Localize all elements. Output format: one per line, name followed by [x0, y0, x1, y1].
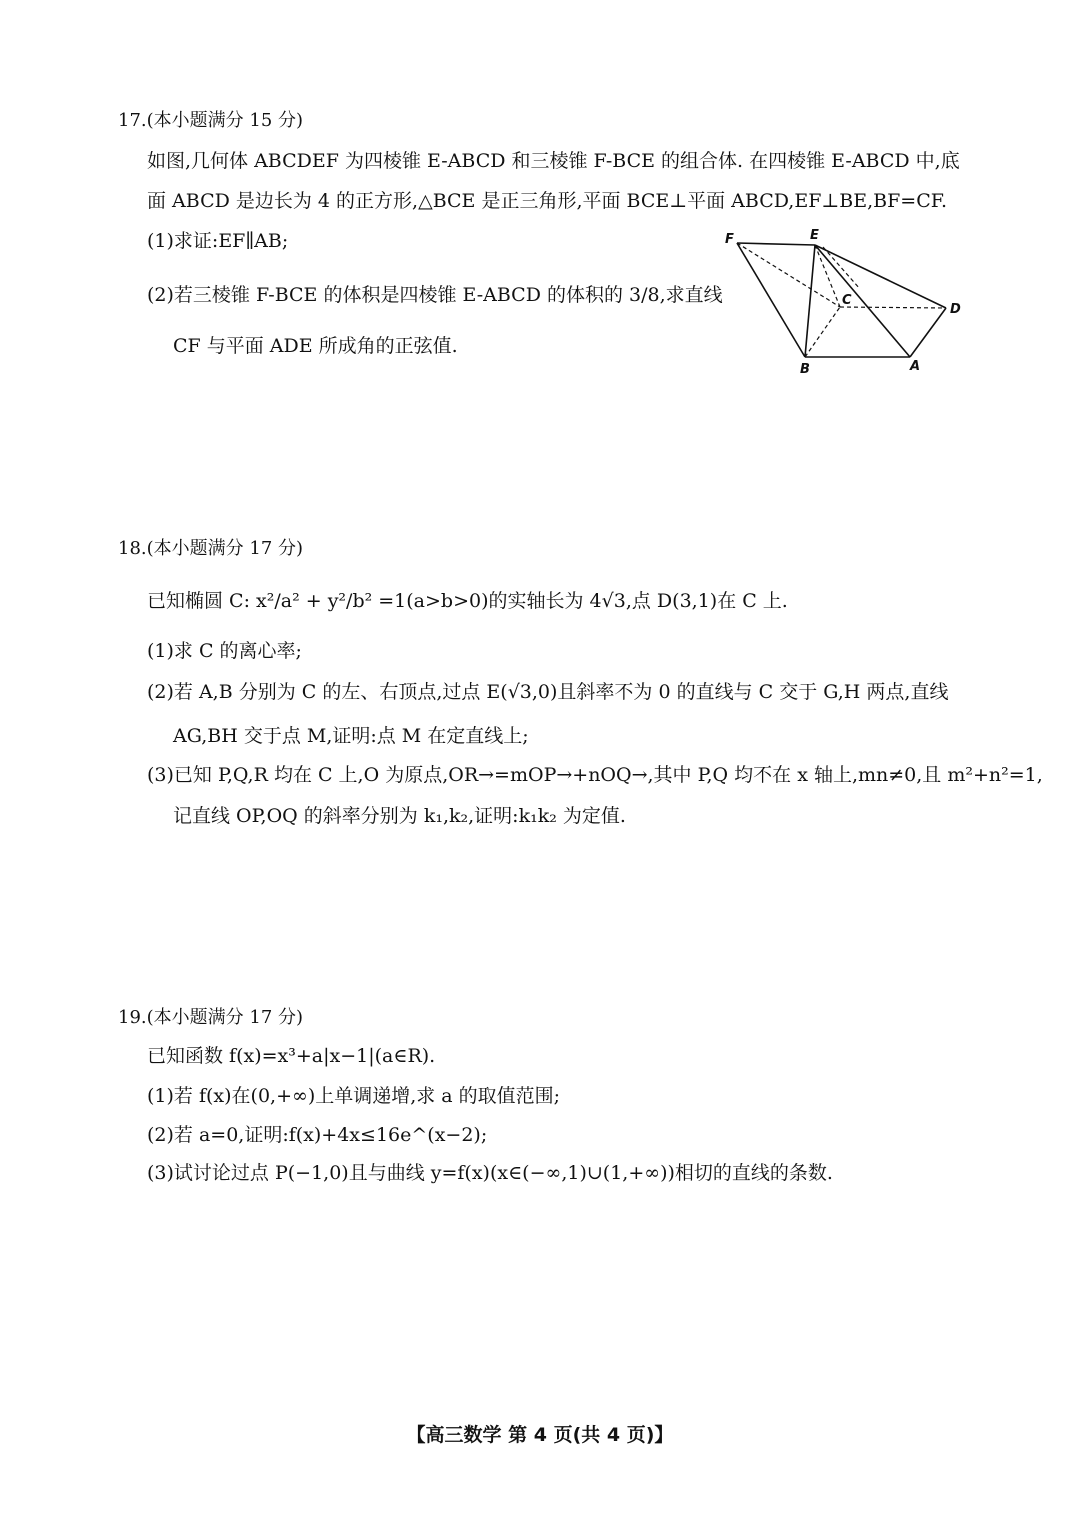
q19-part3: (3)试讨论过点 P(−1,0)且与曲线 y=f(x)(x∈(−∞,1)∪(1,+∞))相切的直线的条数. [147, 1162, 833, 1184]
q17-part1: (1)求证:EF∥AB; [147, 230, 289, 252]
q18-part1: (1)求 C 的离心率; [147, 640, 302, 662]
q19-stem: 已知函数 f(x)=x³+a|x−1|(a∈R). [147, 1045, 436, 1067]
figure-label-B: B [800, 362, 810, 377]
q19-part1: (1)若 f(x)在(0,+∞)上单调递增,求 a 的取值范围; [147, 1085, 561, 1107]
q17-part2: (2)若三棱锥 F-BCE 的体积是四棱锥 E-ABCD 的体积的 3/8,求直线 [147, 284, 723, 306]
q18-part3-cont: 记直线 OP,OQ 的斜率分别为 k₁,k₂,证明:k₁k₂ 为定值. [173, 805, 626, 827]
q17-header: 17.(本小题满分 15 分) [118, 110, 304, 131]
q17-geometry-figure [720, 225, 970, 385]
q19-header: 19.(本小题满分 17 分) [118, 1007, 304, 1028]
q17-part2-cont: CF 与平面 ADE 所成角的正弦值. [173, 335, 458, 357]
q18-part3: (3)已知 P,Q,R 均在 C 上,O 为原点,OR→=mOP→+nOQ→,其中 P,Q 均不在 x 轴上,mn≠0,且 m²+n²=1, [147, 764, 1043, 786]
figure-label-C: C [842, 293, 852, 308]
q17-stem-line2: 面 ABCD 是边长为 4 的正方形,△BCE 是正三角形,平面 BCE⊥平面 ABCD,EF⊥BE,BF=CF. [147, 190, 948, 212]
q19-part2: (2)若 a=0,证明:f(x)+4x≤16e^(x−2); [147, 1124, 488, 1146]
figure-label-F: F [725, 232, 734, 247]
figure-label-E: E [810, 228, 819, 243]
figure-label-A: A [910, 359, 921, 374]
q17-stem-line1: 如图,几何体 ABCDEF 为四棱锥 E-ABCD 和三棱锥 F-BCE 的组合体. 在四棱锥 E-ABCD 中,底 [147, 150, 960, 172]
page-footer: 【高三数学 第 4 页(共 4 页)】 [406, 1424, 674, 1446]
q18-part2-cont: AG,BH 交于点 M,证明:点 M 在定直线上; [173, 725, 529, 747]
q18-part2: (2)若 A,B 分别为 C 的左、右顶点,过点 E(√3,0)且斜率不为 0 的直线与 C 交于 G,H 两点,直线 [147, 681, 949, 703]
q18-stem: 已知椭圆 C: x²/a² + y²/b² =1(a>b>0)的实轴长为 4√3,点 D(3,1)在 C 上. [147, 590, 788, 612]
figure-label-D: D [950, 302, 961, 317]
q18-header: 18.(本小题满分 17 分) [118, 538, 304, 559]
